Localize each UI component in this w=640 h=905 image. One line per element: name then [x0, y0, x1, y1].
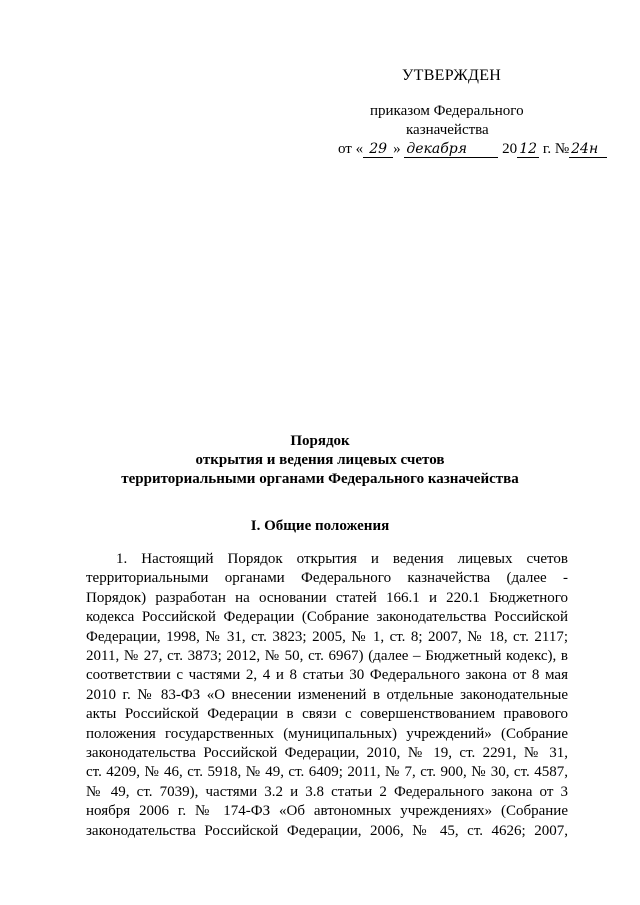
body-line: ноября 2006 г. № 174-ФЗ «Об автономных учреждениях» (Собрание — [86, 803, 568, 820]
body-line: кодекса Российской Федерации (Собрание законодательства Российской — [86, 609, 568, 626]
body-line: положения государственных (муниципальных) учреждений» (Собрание — [86, 725, 568, 742]
date-mid: » — [393, 141, 401, 157]
body-line: Порядок) разработан на основании статей 166.1 и 220.1 Бюджетного — [86, 589, 568, 606]
body-line: законодательства Российской Федерации, 2006, № 45, ст. 4626; 2007, — [86, 822, 568, 839]
title-line-1: Порядок — [290, 433, 350, 449]
approval-order-line2: казначейства — [406, 122, 489, 138]
body-line: № 49, ст. 7039), частями 3.2 и 3.8 статьи 2 Федерального закона от 3 — [86, 783, 568, 800]
date-year-prefix: 20 — [502, 141, 518, 157]
handwritten-order-number: 24н — [569, 141, 607, 158]
body-line: 2011, № 27, ст. 3873; 2012, № 50, ст. 6967) (далее – Бюджетный кодекс), в — [86, 648, 568, 665]
body-line: 1. Настоящий Порядок открытия и ведения лицевых счетов — [116, 551, 568, 567]
body-line: 2010 г. № 83-ФЗ «О внесении изменений в отдельные законодательные — [86, 686, 568, 703]
body-line: акты Российской Федерации в связи с совершенствованием правового — [86, 706, 568, 723]
date-prefix: от « — [338, 141, 364, 157]
title-line-3: территориальными органами Федерального казначейства — [121, 471, 519, 487]
handwritten-year: 12 — [517, 141, 539, 158]
body-line: соответствии с частями 2, 4 и 8 статьи 30 Федерального закона от 8 мая — [86, 667, 568, 684]
approval-order-line1: приказом Федерального — [370, 103, 524, 119]
body-line: Федерации, 1998, № 31, ст. 3823; 2005, № 1, ст. 8; 2007, № 18, ст. 2117; — [86, 628, 568, 645]
handwritten-month: декабря — [404, 141, 498, 158]
body-line: ст. 4209, № 46, ст. 5918, № 49, ст. 6409; 2011, № 7, ст. 900, № 30, ст. 4587, — [86, 764, 568, 781]
approved-heading: УТВЕРЖДЕН — [402, 67, 502, 84]
document-title — [0, 432, 640, 489]
section-heading: I. Общие положения — [250, 518, 390, 534]
body-line: законодательства Российской Федерации, 2010, № 19, ст. 2291, № 31, — [86, 745, 568, 762]
body-line: территориальными органами Федерального казначейства (далее - — [86, 570, 568, 587]
date-year-suffix: г. № — [539, 141, 570, 157]
handwritten-day: 29 — [363, 141, 393, 158]
body-paragraph — [86, 550, 568, 841]
approval-date-line — [338, 140, 607, 159]
title-line-2: открытия и ведения лицевых счетов — [195, 452, 445, 468]
